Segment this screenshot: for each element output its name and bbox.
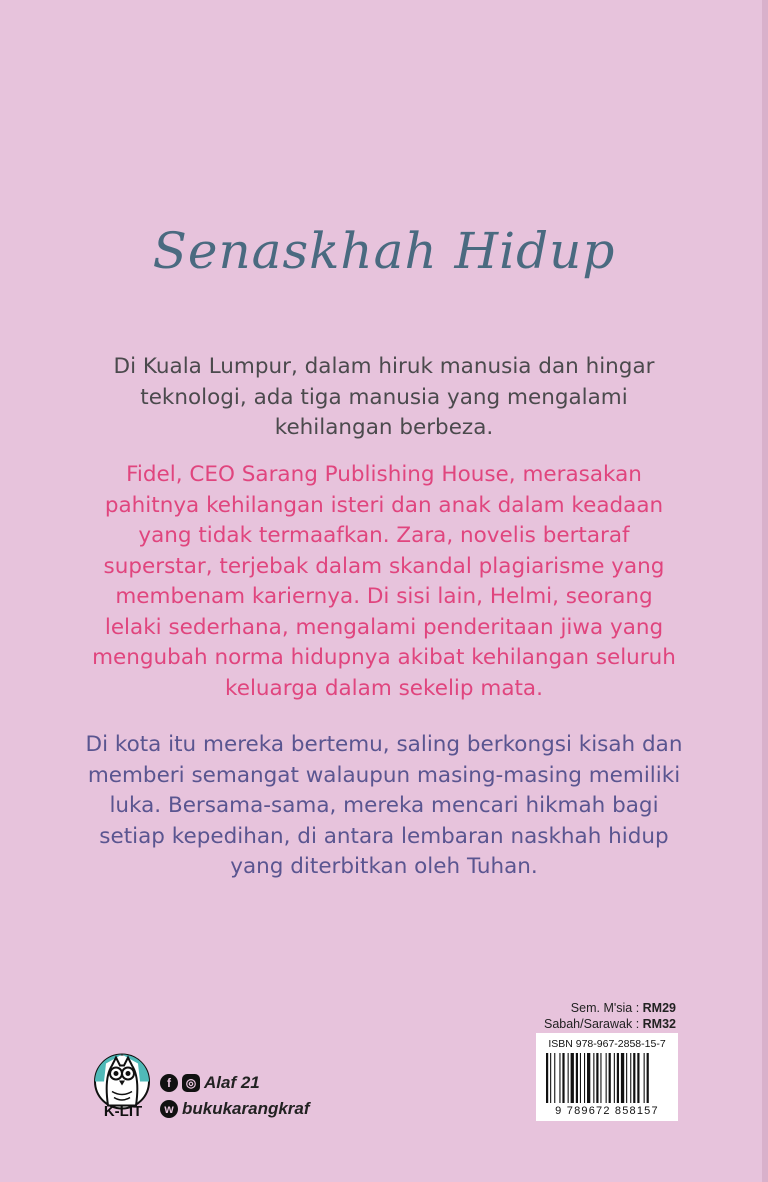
- facebook-icon: f: [160, 1074, 178, 1092]
- price-east: [544, 1016, 676, 1032]
- blurb-line: lelaki sederhana, mengalami penderitaan jiwa yang: [104, 614, 664, 640]
- blurb-line: pahitnya kehilangan isteri dan anak dalam keadaan: [104, 492, 664, 518]
- barcode-bar: [633, 1053, 635, 1103]
- blurb-paragraph-3: [80, 730, 688, 883]
- blurb-line: Di kota itu mereka bertemu, saling berkongsi kisah dan: [85, 732, 683, 757]
- blurb-line: kehilangan berbeza.: [274, 415, 494, 440]
- barcode-bar: [576, 1053, 578, 1103]
- price-value: RM32: [642, 1017, 676, 1031]
- social-alaf21: [160, 1073, 260, 1093]
- barcode-bar: [568, 1053, 569, 1103]
- blurb-line: superstar, terjebak dalam skandal plagiarisme yang: [103, 553, 665, 579]
- barcode-bar: [644, 1053, 645, 1103]
- cover-edge: [762, 0, 768, 1182]
- barcode-bar: [630, 1053, 631, 1103]
- blurb-line: yang tidak termaafkan. Zara, novelis bertaraf: [138, 523, 630, 548]
- book-title: Senaskhah Hidup: [152, 222, 616, 280]
- barcode-bar: [559, 1053, 560, 1103]
- barcode: [536, 1033, 678, 1121]
- barcode-bar: [584, 1053, 585, 1103]
- barcode-bars: [544, 1053, 670, 1105]
- barcode-bar: [580, 1053, 581, 1103]
- isbn-text: ISBN 978-967-2858-15-7: [548, 1038, 666, 1050]
- blurb-line: memberi semangat walaupun masing-masing memiliki: [87, 762, 681, 788]
- barcode-bar: [550, 1053, 551, 1103]
- barcode-bar: [614, 1053, 615, 1103]
- blurb-line: teknologi, ada tiga manusia yang mengalami: [140, 384, 628, 410]
- instagram-icon: ◎: [182, 1074, 200, 1092]
- k-lit-label: K-LIT: [103, 1103, 143, 1120]
- barcode-bar: [621, 1053, 624, 1103]
- barcode-bar: [554, 1053, 555, 1103]
- barcode-number: 9 789672 858157: [555, 1105, 659, 1117]
- blurb-line: Di Kuala Lumpur, dalam hiruk manusia dan hingar: [113, 354, 655, 379]
- barcode-bar: [571, 1053, 574, 1103]
- social-bukukarangkraf: [160, 1099, 310, 1119]
- barcode-bar: [562, 1053, 564, 1103]
- barcode-bar: [609, 1053, 611, 1103]
- blurb-line: Fidel, CEO Sarang Publishing House, merasakan: [126, 462, 642, 487]
- barcode-bar: [596, 1053, 598, 1103]
- price-label: Sabah/Sarawak :: [543, 1017, 643, 1031]
- barcode-bar: [606, 1053, 607, 1103]
- price-label: Sem. M'sia :: [570, 1001, 643, 1015]
- social-handle: Alaf 21: [204, 1073, 260, 1092]
- barcode-bar: [600, 1053, 601, 1103]
- barcode-bar: [626, 1053, 627, 1103]
- barcode-bar: [593, 1053, 594, 1103]
- blurb-line: keluarga dalam sekelip mata.: [225, 675, 543, 701]
- blurb-line: luka. Bersama-sama, mereka mencari hikmah bagi: [109, 793, 659, 818]
- barcode-bar: [637, 1053, 639, 1103]
- blurb-paragraph-2: [80, 460, 688, 704]
- barcode-bar: [647, 1053, 649, 1103]
- blurb-line: mengubah norma hidupnya akibat kehilangan seluruh: [92, 645, 676, 670]
- price-peninsular: [544, 1000, 676, 1016]
- social-handle: bukukarangkraf: [182, 1099, 310, 1118]
- blurb-paragraph-1: [80, 352, 688, 444]
- wattpad-icon: w: [160, 1100, 178, 1118]
- barcode-bar: [587, 1053, 590, 1103]
- blurb-line: setiap kepedihan, di antara lembaran naskhah hidup: [99, 823, 669, 849]
- blurb-line: membenam kariernya. Di sisi lain, Helmi, seorang: [115, 584, 653, 609]
- price-value: RM29: [642, 1001, 676, 1015]
- barcode-bar: [617, 1053, 619, 1103]
- barcode-bar: [546, 1053, 548, 1103]
- blurb-line: yang diterbitkan oleh Tuhan.: [230, 854, 538, 879]
- price-info: [544, 1000, 676, 1032]
